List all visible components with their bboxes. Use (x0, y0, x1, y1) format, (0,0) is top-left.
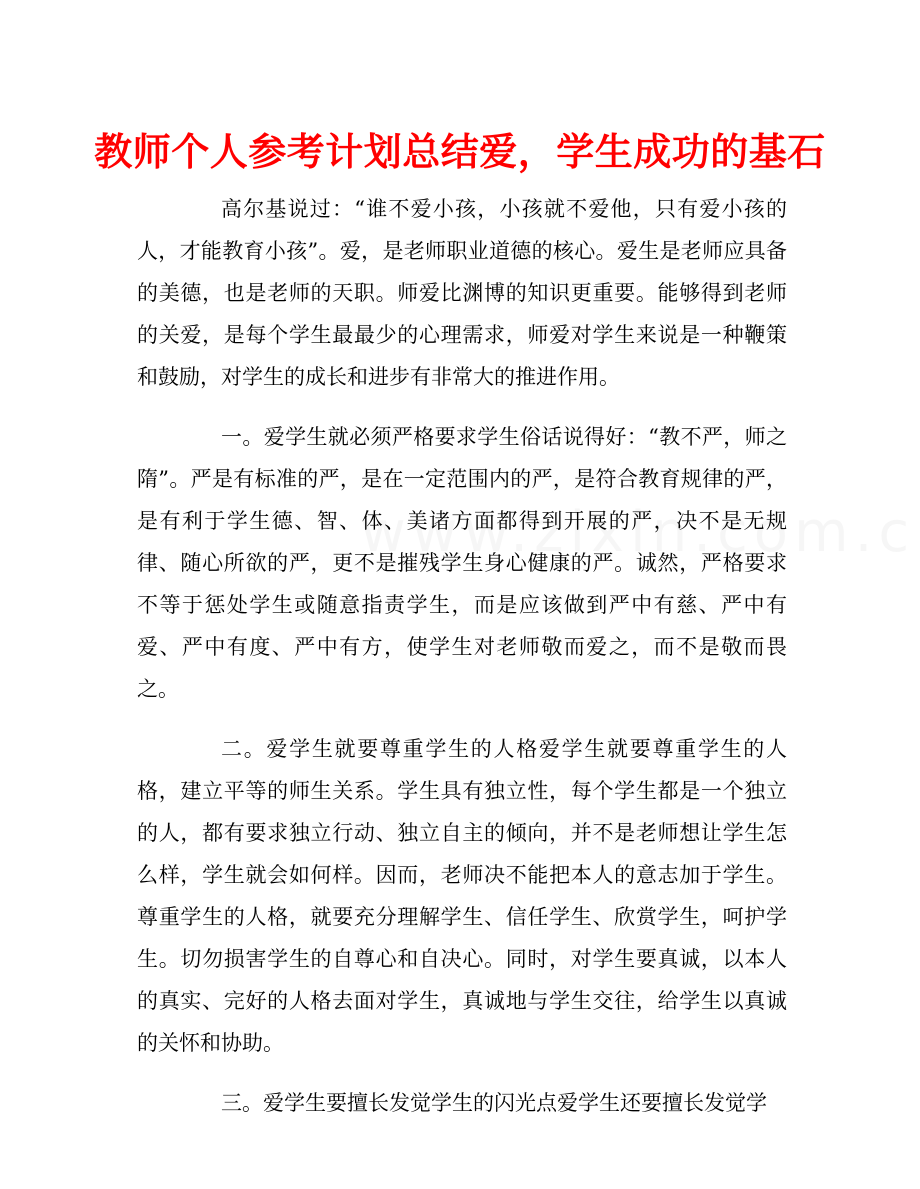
document-title: 教师个人参考计划总结爱，学生成功的基石 (94, 130, 826, 174)
document-body (137, 188, 787, 1124)
paragraph-intro: 高尔基说过：“谁不爱小孩，小孩就不爱他，只有爱小孩的人，才能教育小孩”。爱，是老师职业道德的核心。爱生是老师应具备的美德，也是老师的天职。师爱比渊博的知识更重要。能够得到老师的关爱，是每个学生最最少的心理需求，师爱对学生来说是一种鞭策和鼓励，对学生的成长和进步有非常大的推进作用。 (137, 197, 787, 389)
paragraph-section-2: 二。爱学生就要尊重学生的人格爱学生就要尊重学生的人格，建立平等的师生关系。学生具有独立性，每个学生都是一个独立的人，都有要求独立行动、独立自主的倾向，并不是老师想让学生怎么样，学生就会如何样。因而，老师决不能把本人的意志加于学生。尊重学生的人格，就要充分理解学生、信任学生、欣赏学生，呵护学生。切勿损害学生的自尊心和自决心。同时，对学生要真诚，以本人的真实、完好的人格去面对学生，真诚地与学生交往，给学生以真诚的关怀和协助。 (137, 737, 787, 1055)
paragraph-section-3: 三。爱学生要擅长发觉学生的闪光点爱学生还要擅长发觉学 (221, 1091, 767, 1115)
paragraph-section-1: 一。爱学生就必须严格要求学生俗话说得好：“教不严，师之隋”。严是有标准的严，是在一定范围内的严，是符合教育规律的严，是有利于学生德、智、体、美诸方面都得到开展的严，决不是无规律、随心所欲的严，更不是摧残学生身心健康的严。诚然，严格要求不等于惩处学生或随意指责学生，而是应该做到严中有慈、严中有爱、严中有度、严中有方，使学生对老师敬而爱之，而不是敬而畏之。 (137, 425, 787, 701)
